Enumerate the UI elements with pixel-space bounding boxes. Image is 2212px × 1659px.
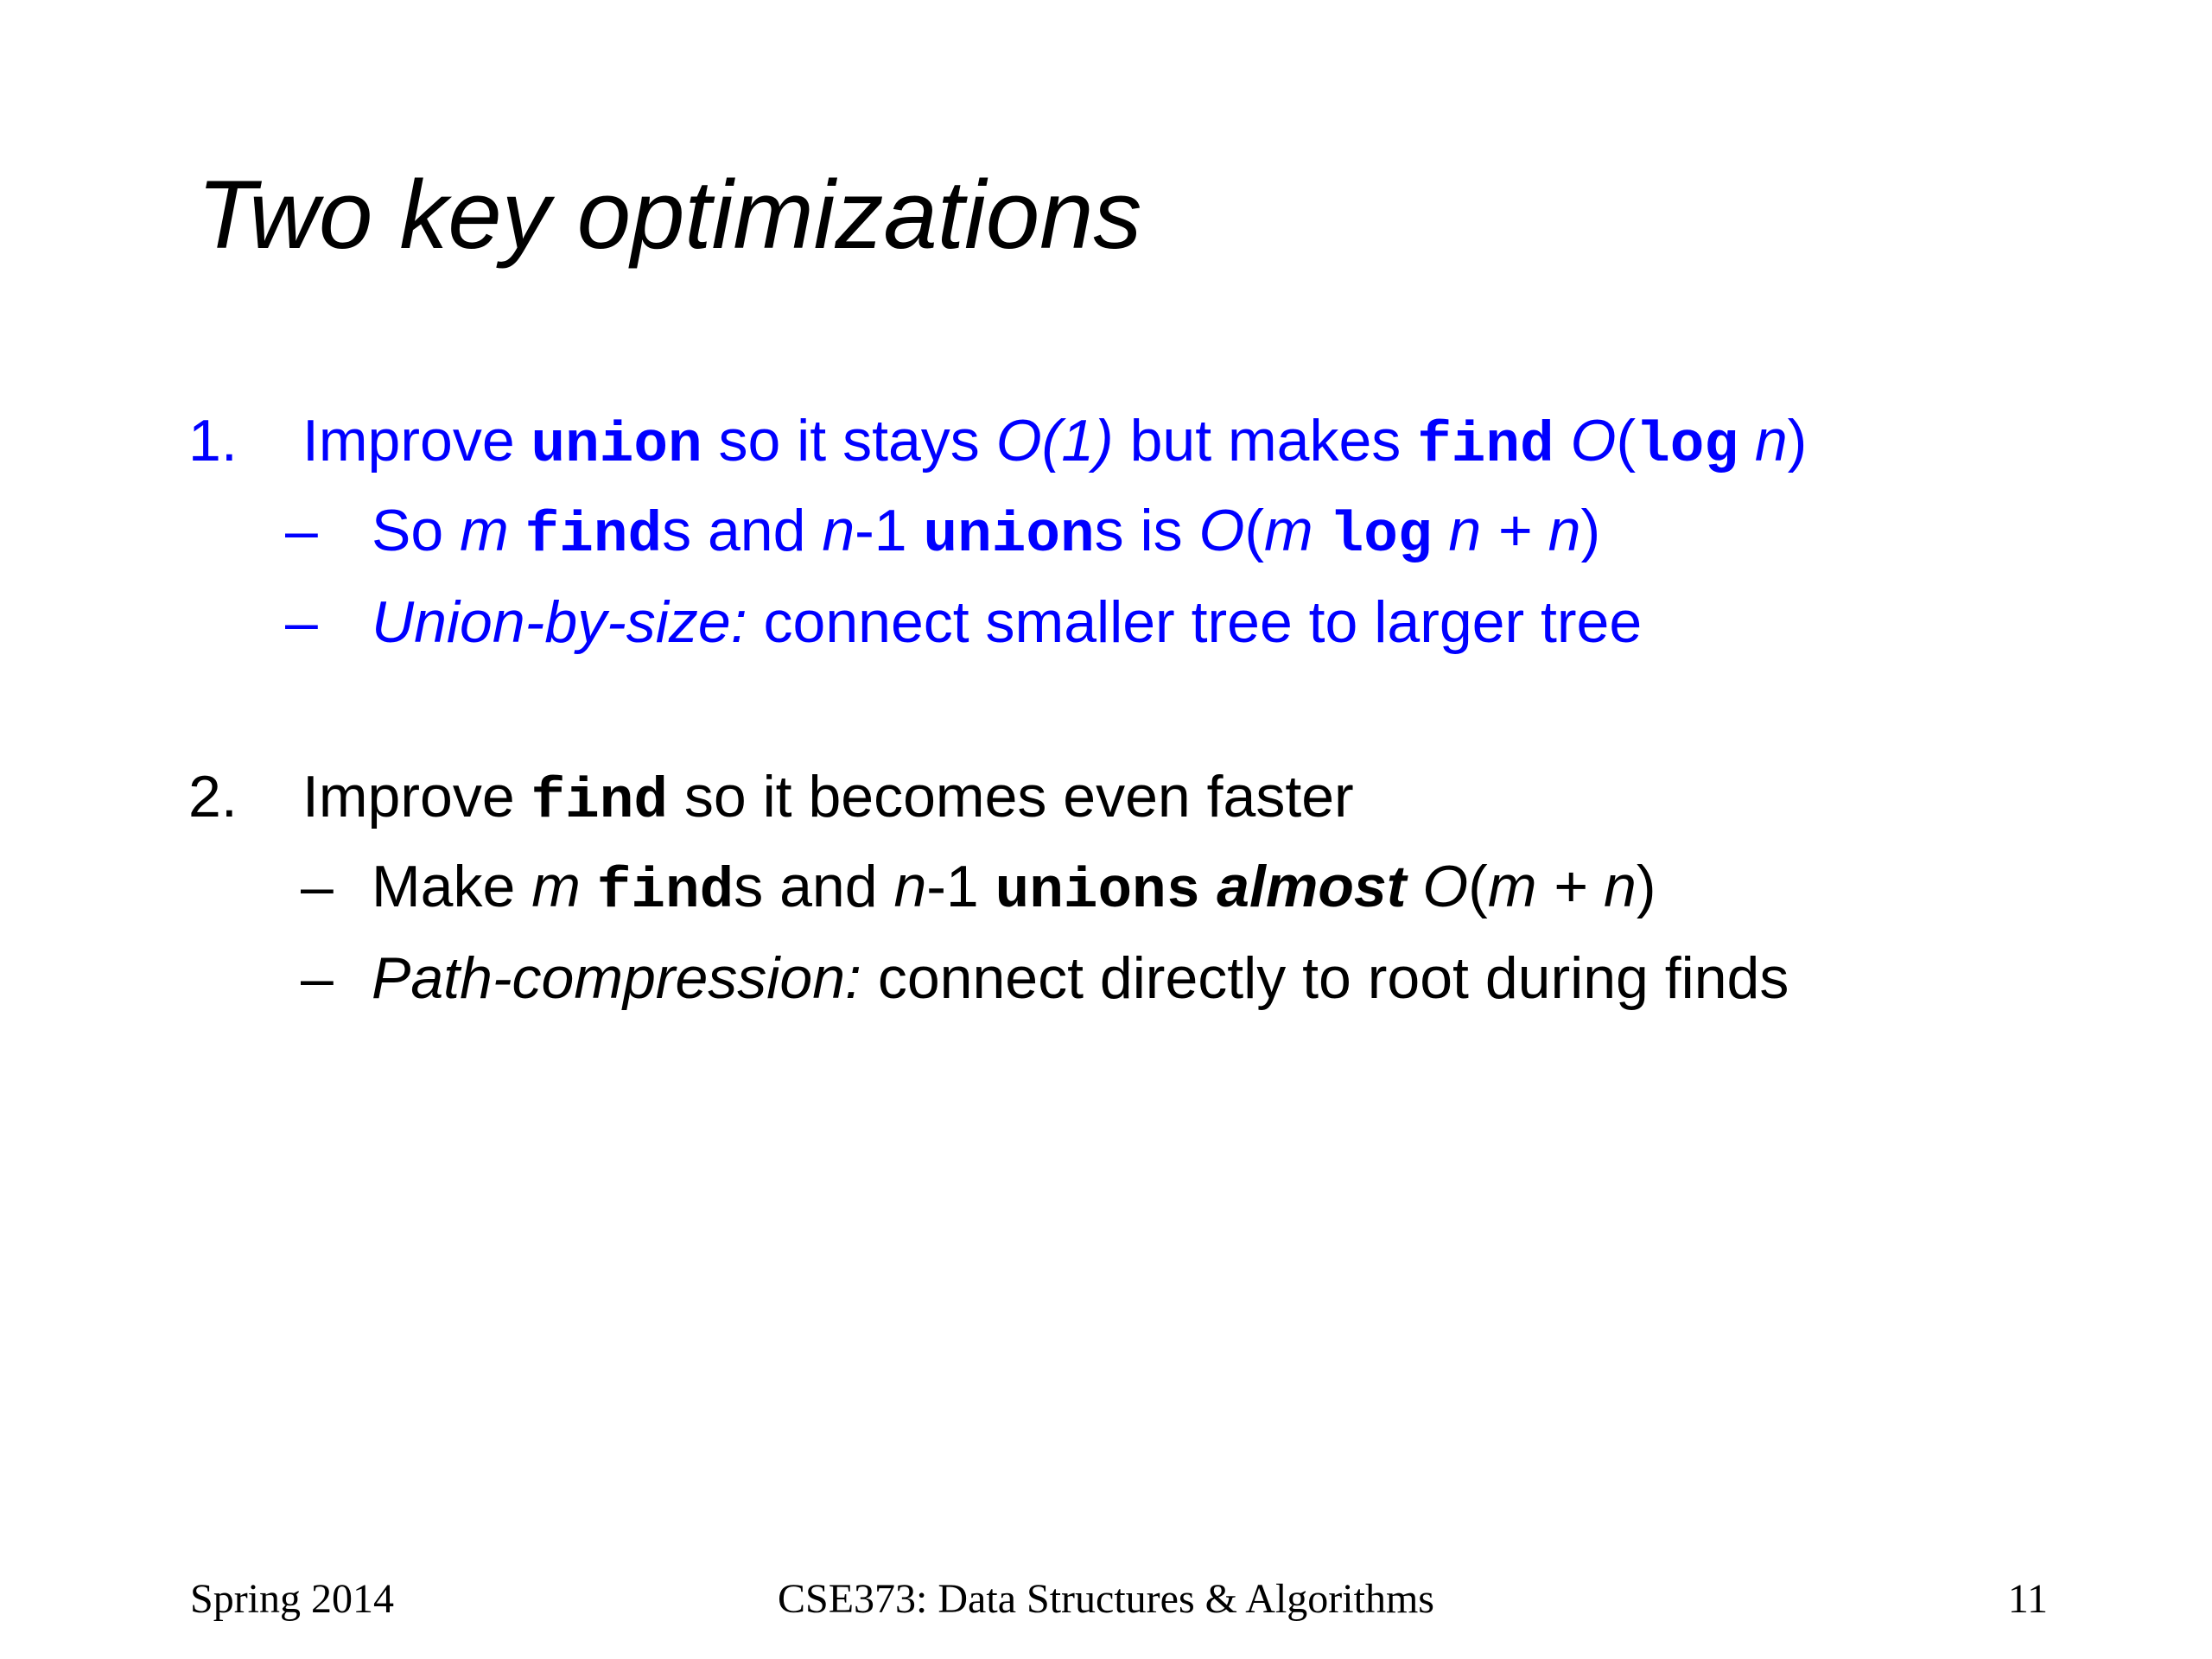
dash-marker: –	[301, 945, 334, 1011]
item-2-sub-2-text: Path-compression: connect directly to root during finds	[372, 945, 1789, 1011]
item-2-text: Improve find so it becomes even faster	[302, 764, 1354, 834]
footer-page-number: 11	[2007, 1576, 2048, 1622]
log-code: log	[1636, 413, 1738, 478]
dash-marker: –	[285, 498, 318, 563]
slide-title: Two key optimizations	[197, 161, 1142, 269]
item-2-sub-1-text: Make m finds and n-1 unions almost O(m + n)	[372, 854, 1656, 924]
item-2-number: 2.	[188, 764, 238, 830]
item-1-sub-2-text: Union-by-size: connect smaller tree to larger tree	[372, 589, 1643, 655]
footer-center: CSE373: Data Structures & Algorithms	[778, 1576, 1434, 1622]
union-code: union	[531, 413, 702, 478]
find-code: find	[531, 769, 668, 834]
find-code: find	[1417, 413, 1554, 478]
item-1-sub-1-text: So m finds and n-1 unions is O(m log n + n)	[372, 498, 1601, 568]
item-1-text: Improve union so it stays O(1) but makes find O(log n)	[302, 408, 1808, 478]
footer-left: Spring 2014	[190, 1576, 395, 1622]
dash-marker: –	[301, 854, 334, 919]
dash-marker: –	[285, 589, 318, 655]
item-1-number: 1.	[188, 408, 238, 474]
